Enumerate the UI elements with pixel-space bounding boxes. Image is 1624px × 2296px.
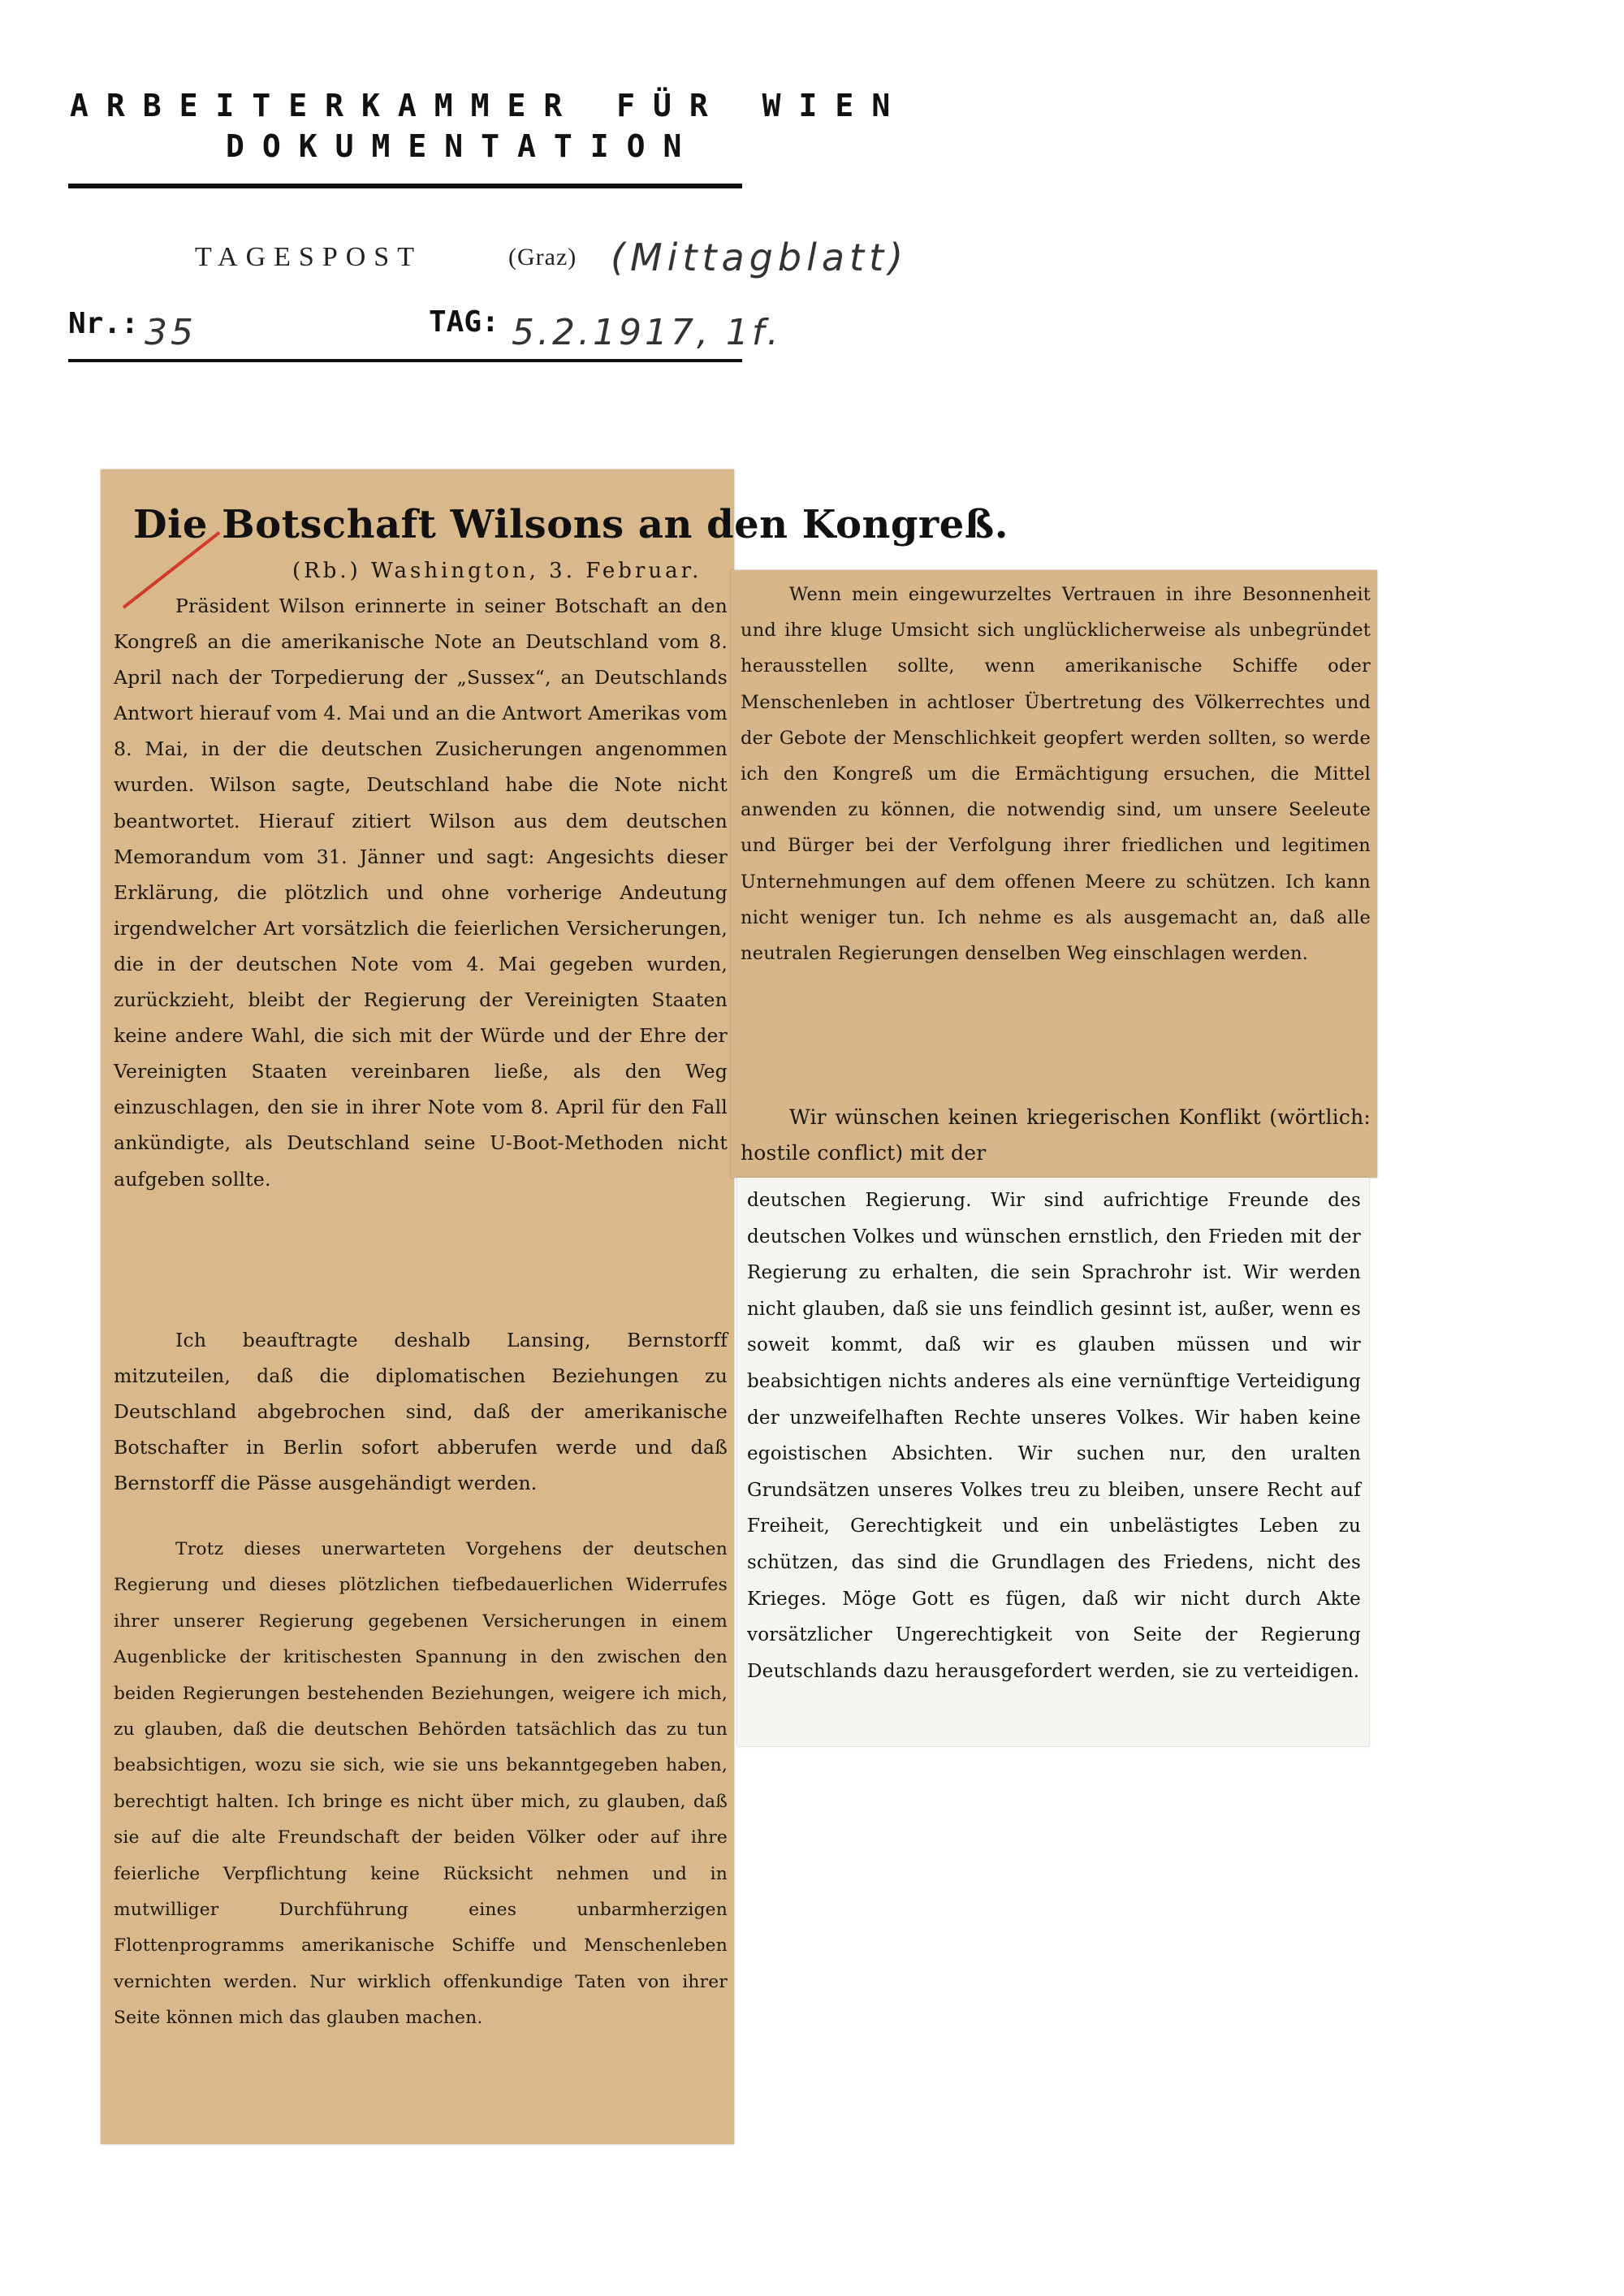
article-paragraph-2: Ich beauftragte deshalb Lansing, Bernstorff mitzuteilen, daß die diplomatischen Beziehungen zu Deutschland abgebrochen sind, daß der amerikanische Botschafter in Berlin sofort abberufen werde und daß Bernstorff die Pässe ausgehändigt werden. xyxy=(114,1329,728,1495)
article-dateline: (Rb.) Washington, 3. Februar. xyxy=(292,559,702,583)
header-rule-top xyxy=(68,184,742,188)
nr-label: Nr.: xyxy=(68,307,139,340)
clipping-left-column xyxy=(101,469,1009,2144)
tag-label: TAG: xyxy=(429,305,499,339)
header-rule-bottom xyxy=(68,359,742,362)
org-department: DOKUMENTATION xyxy=(226,128,700,164)
clipping-right-column-lower xyxy=(737,1178,1369,1746)
article-paragraph-1: Präsident Wilson erinnerte in seiner Botschaft an den Kongreß an die amerikanische Note an Deutschland vom 8. April nach der Torpedierung der „Sussex“, an Deutschlands Antwort hierauf vom 4. Mai und an die Antwort Amerikas vom 8. Mai, in der die deutschen Zusicherungen angenommen wurden. Wilson sagte, Deutschland habe die Note nicht beantwortet. Hierauf zitiert Wilson aus dem deutschen Memorandum vom 31. Jänner und sagt: Angesichts dieser Erklärung, die plötzlich und ohne vorherige Andeutung irgendwelcher Art vorsätzlich die feierlichen Versicherungen, die in der deutschen Note vom 4. Mai gegeben wurden, zurückzieht, bleibt der Regierung der Vereinigten Staaten keine andere Wahl, die sich mit der Würde und der Ehre der Vereinigten Staaten vereinbaren ließe, als den Weg einzuschlagen, den sie in ihrer Note vom 8. April für den Fall ankündigte, als Deutschland seine U-Boot-Methoden nicht aufgeben sollte. xyxy=(114,595,728,1191)
article-paragraph-5-start: Wir wünschen keinen kriegerischen Konflikt (wörtlich: hostile conflict) mit der xyxy=(741,1105,1371,1165)
nr-value-handwritten: 35 xyxy=(145,312,197,353)
source-newspaper: TAGESPOST xyxy=(195,242,422,272)
clipping-right-column-upper xyxy=(731,570,1377,1178)
article-paragraph-5-continued: deutschen Regierung. Wir sind aufrichtige Freunde des deutschen Volkes und wünschen ernstlich, den Frieden mit der Regierung zu erhalten, die sein Sprachrohr ist. Wir werden nicht glauben, daß sie uns feindlich gesinnt ist, außer, wenn es soweit kommt, daß wir es glauben müssen und wir beabsichtigen nichts anderes als eine vernünftige Verteidigung der unzweifelhaften Rechte unseres Volkes. Wir haben keine egoistischen Absichten. Wir suchen nur, den uralten Grundsätzen unseres Volkes treu zu bleiben, unsere Recht auf Freiheit, Gerechtigkeit und ein unbelästigtes Leben zu schützen, das sind die Grundlagen des Friedens, nicht des Krieges. Möge Gott es fügen, daß wir nicht durch Akte vorsätzlicher Ungerechtigkeit von Seite der Regierung Deutschlands dazu herausgefordert werden, sie zu verteidigen. xyxy=(747,1190,1361,1682)
article-headline: Die Botschaft Wilsons an den Kongreß. xyxy=(133,502,1009,547)
article-paragraph-3: Trotz dieses unerwarteten Vorgehens der deutschen Regierung und dieses plötzlichen tiefbedauerlichen Widerrufes ihrer unserer Regierung gegebenen Versicherungen in einem Augenblicke der kritischesten Spannung in den zwischen den beiden Regierungen bestehenden Beziehungen, weigere ich mich, zu glauben, daß die deutschen Behörden tatsächlich das zu tun beabsichtigen, wozu sie sich, wie sie uns bekanntgegeben haben, berechtigt halten. Ich bringe es nicht über mich, zu glauben, daß sie auf die alte Freundschaft der beiden Völker oder auf ihre feierliche Verpflichtung keine Rücksicht nehmen und in mutwilliger Durchführung eines unbarmherzigen Flottenprogramms amerikanische Schiffe und Menschenleben vernichten werden. Nur wirklich offenkundige Taten von ihrer Seite können mich das glauben machen. xyxy=(114,1539,728,2029)
source-edition-handwritten: (Mittagblatt) xyxy=(611,236,909,279)
article-paragraph-4: Wenn mein eingewurzeltes Vertrauen in ihre Besonnenheit und ihre kluge Umsicht sich unglücklicherweise als unbegründet herausstellen sollte, wenn amerikanische Schiffe oder Menschenleben in achtloser Übertretung des Völkerrechtes und der Gebote der Menschlichkeit geopfert werden sollten, so werde ich den Kongreß um die Ermächtigung ersuchen, die Mittel anwenden zu können, die notwendig sind, um unsere Seeleute und Bürger bei der Verfolgung ihrer friedlichen und legitimen Unternehmungen auf dem offenen Meere zu schützen. Ich kann nicht weniger tun. Ich nehme es als ausgemacht an, daß alle neutralen Regierungen denselben Weg einschlagen werden. xyxy=(741,584,1371,965)
source-city: (Graz) xyxy=(508,244,577,270)
tag-value-handwritten: 5.2.1917, 1f. xyxy=(512,312,782,353)
org-name: ARBEITERKAMMER FÜR WIEN xyxy=(70,88,909,123)
